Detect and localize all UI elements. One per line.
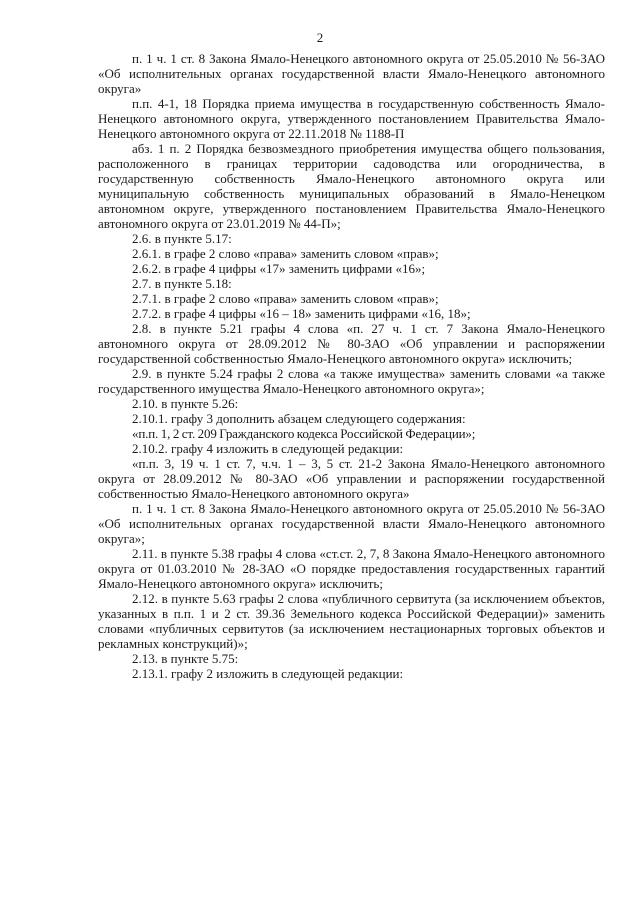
paragraph: абз. 1 п. 2 Порядка безвозмездного приобретения имущества общего пользования, расположенного в границах территории садоводства или огородничества, в государственную собственность Ямало-Ненецкого автономного округа или муниципальную собственность муниципальных образований в Ямало-Ненецком автономном округе, утвержденного постановлением Правительства Ямало-Ненецкого автономного округа от 23.01.2019 № 44-П»; bbox=[98, 141, 605, 231]
paragraph: 2.7. в пункте 5.18: bbox=[132, 276, 232, 291]
paragraph: 2.6. в пункте 5.17: bbox=[132, 231, 232, 246]
paragraph: 2.7.2. в графе 4 цифры «16 – 18» заменить цифрами «16, 18»; bbox=[132, 306, 471, 321]
paragraph: 2.8. в пункте 5.21 графы 4 слова «п. 27 ч. 1 ст. 7 Закона Ямало-Ненецкого автономного округа от 28.09.2012 № 80-ЗАО «Об управлении и распоряжении государственной собственностью Ямало-Ненецкого автономного округа» исключить; bbox=[98, 321, 605, 366]
paragraph: п. 1 ч. 1 ст. 8 Закона Ямало-Ненецкого автономного округа от 25.05.2010 № 56-ЗАО «Об исполнительных органах государственной власти Ямало-Ненецкого автономного округа» bbox=[98, 51, 605, 96]
paragraph: п. 1 ч. 1 ст. 8 Закона Ямало-Ненецкого автономного округа от 25.05.2010 № 56-ЗАО «Об исполнительных органах государственной власти Ямало-Ненецкого автономного округа»; bbox=[98, 501, 605, 546]
paragraph: «п.п. 3, 19 ч. 1 ст. 7, ч.ч. 1 – 3, 5 ст. 21-2 Закона Ямало-Ненецкого автономного округа от 28.09.2012 № 80-ЗАО «Об управлении и распоряжении государственной собственностью Ямало-Ненецкого автономного округа» bbox=[98, 456, 605, 501]
paragraph: 2.6.2. в графе 4 цифры «17» заменить цифрами «16»; bbox=[132, 261, 426, 276]
paragraph: п.п. 4-1, 18 Порядка приема имущества в государственную собственность Ямало-Ненецкого автономного округа, утвержденного постановлением Правительства Ямало-Ненецкого автономного округа от 22.11.2018 № 1188-П bbox=[98, 96, 605, 141]
paragraph: 2.12. в пункте 5.63 графы 2 слова «публичного сервитута (за исключением объектов, указанных в п.п. 1 и 2 ст. 39.36 Земельного кодекса Российской Федерации)» заменить словами «публичных сервитутов (за исключением нестационарных торговых объектов и рекламных конструкций)»; bbox=[98, 591, 605, 651]
paragraph: 2.7.1. в графе 2 слово «права» заменить словом «прав»; bbox=[132, 291, 439, 306]
paragraph: 2.11. в пункте 5.38 графы 4 слова «ст.ст. 2, 7, 8 Закона Ямало-Ненецкого автономного округа от 01.03.2010 № 28-ЗАО «О порядке предоставления государственных гарантий Ямало-Ненецкого автономного округа» исключить; bbox=[98, 546, 605, 591]
paragraph: 2.13.1. графу 2 изложить в следующей редакции: bbox=[132, 666, 404, 681]
page-number: 2 bbox=[316, 30, 324, 45]
paragraph: 2.10.2. графу 4 изложить в следующей редакции: bbox=[132, 441, 404, 456]
paragraph: 2.13. в пункте 5.75: bbox=[132, 651, 239, 666]
document-body bbox=[98, 51, 605, 681]
paragraph: 2.10.1. графу 3 дополнить абзацем следующего содержания: bbox=[132, 411, 466, 426]
paragraph: «п.п. 1, 2 ст. 209 Гражданского кодекса Российской Федерации»; bbox=[132, 426, 476, 441]
paragraph: 2.10. в пункте 5.26: bbox=[132, 396, 239, 411]
paragraph: 2.9. в пункте 5.24 графы 2 слова «а также имущества» заменить словами «а также государственного имущества Ямало-Ненецкого автономного округа»; bbox=[98, 366, 605, 396]
paragraph: 2.6.1. в графе 2 слово «права» заменить словом «прав»; bbox=[132, 246, 439, 261]
